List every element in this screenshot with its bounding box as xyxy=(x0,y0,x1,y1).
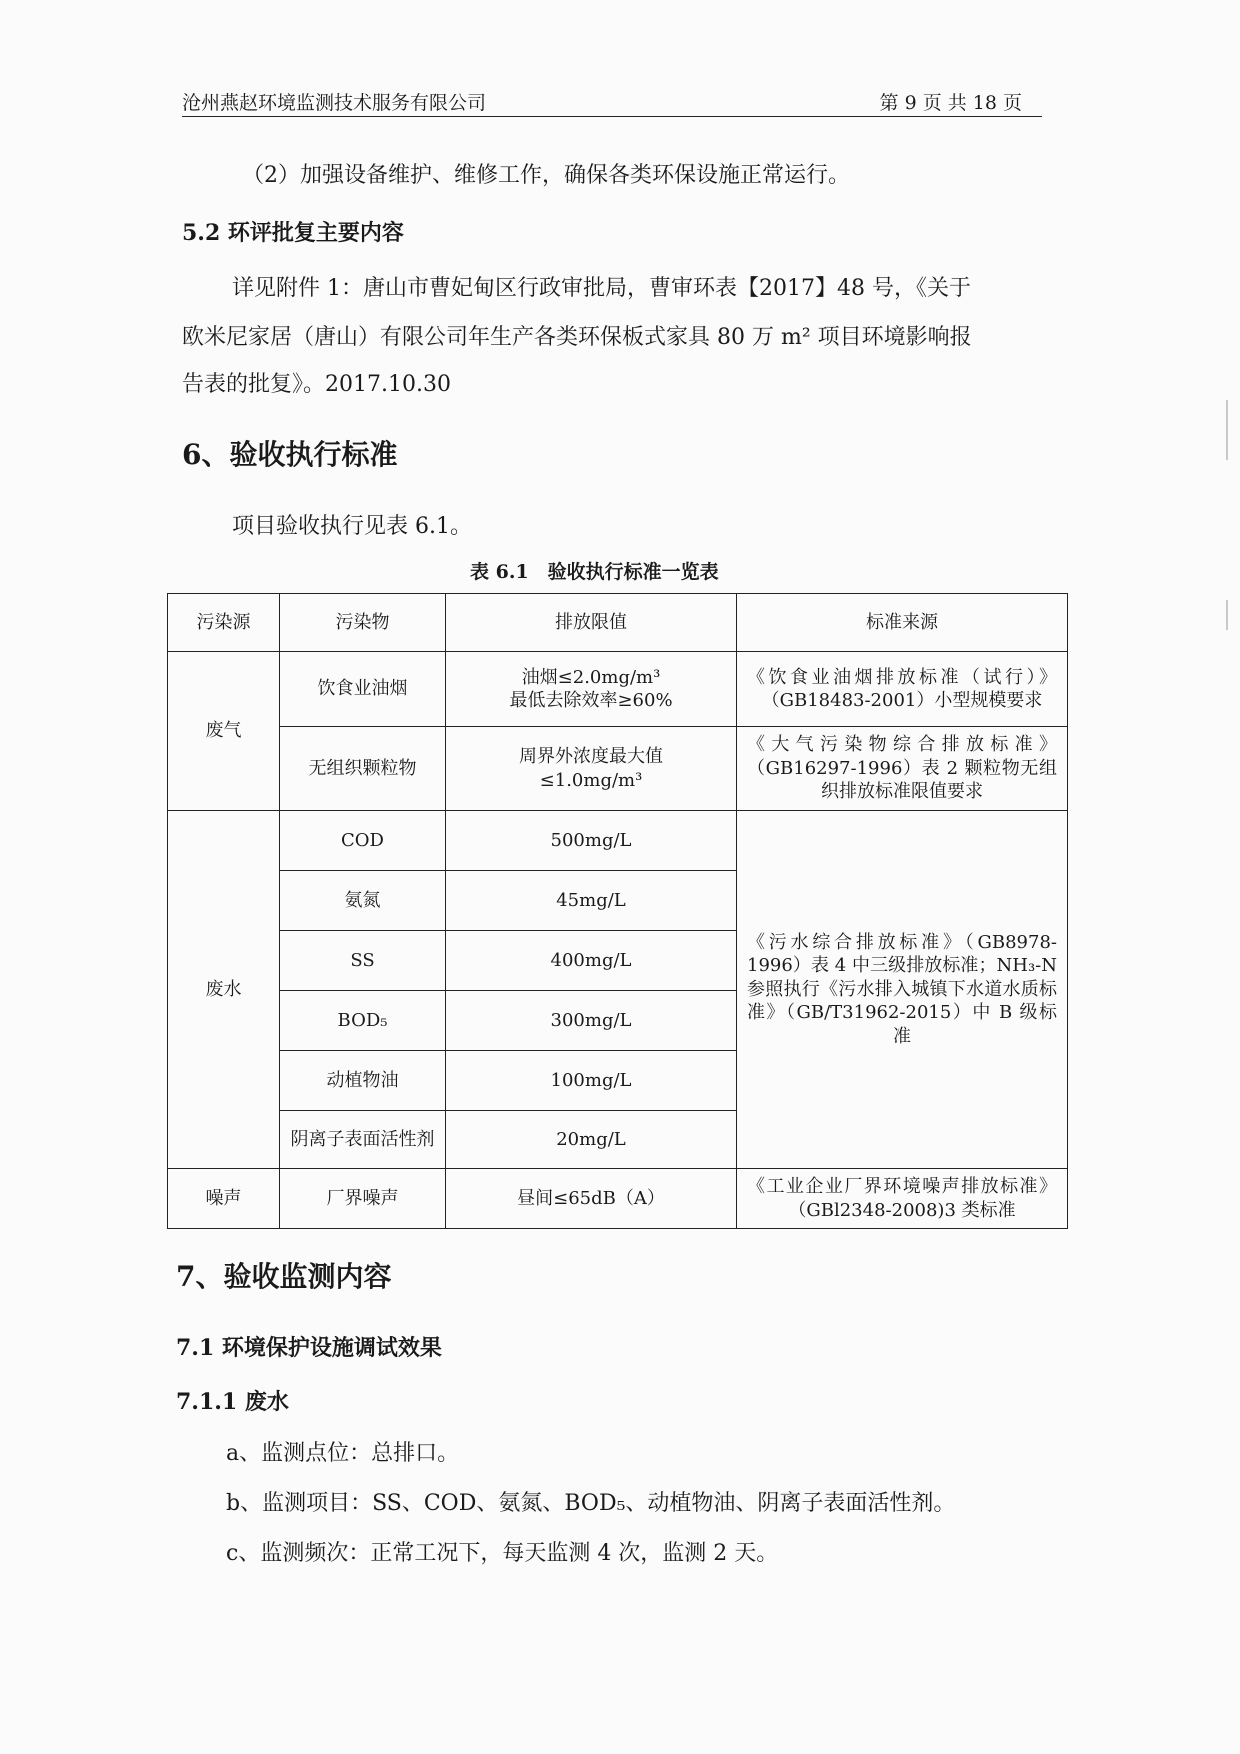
source-cell: 废气 xyxy=(168,652,280,811)
approval-text-line3: 告表的批复》。2017.10.30 xyxy=(182,372,451,397)
table-row xyxy=(168,727,1068,811)
limit-cell: 昼间≤65dB（A） xyxy=(446,1169,737,1229)
limit-line: 周界外浓度最大值 xyxy=(519,746,663,768)
limit-cell: 20mg/L xyxy=(446,1111,737,1169)
header-source: 污染源 xyxy=(168,594,280,652)
measure-item-2: （2）加强设备维护、维修工作，确保各类环保设施正常运行。 xyxy=(242,163,850,188)
table-row xyxy=(168,1169,1068,1229)
pollutant-cell: 厂界噪声 xyxy=(280,1169,446,1229)
company-name: 沧州燕赵环境监测技术服务有限公司 xyxy=(182,92,487,114)
section-7-1-heading: 7.1 环境保护设施调试效果 xyxy=(176,1335,442,1361)
limit-cell: 500mg/L xyxy=(446,811,737,871)
list-item-c: c、监测频次：正常工况下，每天监测 4 次，监测 2 天。 xyxy=(226,1541,779,1566)
table-caption: 表 6.1 验收执行标准一览表 xyxy=(470,561,719,583)
pollutant-cell: 动植物油 xyxy=(280,1051,446,1111)
standard-cell: 《污水综合排放标准》（GB8978-1996）表 4 中三级排放标准；NH₃-N 参照执行《污水排入城镇下水道水质标准》（GB/T31962-2015）中 B 级标准 xyxy=(737,811,1068,1169)
standards-table xyxy=(167,593,1068,1229)
limit-cell xyxy=(446,652,737,727)
pollutant-cell: BOD₅ xyxy=(280,991,446,1051)
scan-edge-mark xyxy=(1226,600,1228,630)
limit-line: ≤1.0mg/m³ xyxy=(539,769,643,791)
source-cell: 废水 xyxy=(168,811,280,1169)
list-item-b: b、监测项目：SS、COD、氨氮、BOD₅、动植物油、阴离子表面活性剂。 xyxy=(226,1491,956,1516)
approval-text-line2: 欧米尼家居（唐山）有限公司年生产各类环保板式家具 80 万 m² 项目环境影响报 xyxy=(182,325,972,350)
pollutant-cell: 饮食业油烟 xyxy=(280,652,446,727)
source-cell: 噪声 xyxy=(168,1169,280,1229)
limit-cell: 300mg/L xyxy=(446,991,737,1051)
pollutant-cell: SS xyxy=(280,931,446,991)
list-item-a: a、监测点位：总排口。 xyxy=(226,1441,460,1466)
pollutant-cell: 无组织颗粒物 xyxy=(280,727,446,811)
limit-cell: 45mg/L xyxy=(446,871,737,931)
pollutant-cell: 阴离子表面活性剂 xyxy=(280,1111,446,1169)
section-5-2-heading: 5.2 环评批复主要内容 xyxy=(182,220,404,246)
limit-line: 最低去除效率≥60% xyxy=(509,690,673,711)
limit-cell xyxy=(446,727,737,811)
section-7-1-1-heading: 7.1.1 废水 xyxy=(176,1389,289,1415)
table-row xyxy=(168,652,1068,727)
limit-cell: 100mg/L xyxy=(446,1051,737,1111)
section-6-heading: 6、验收执行标准 xyxy=(182,438,398,471)
header-standard: 标准来源 xyxy=(737,594,1068,652)
scan-edge-mark xyxy=(1226,400,1228,460)
page-header xyxy=(182,84,1042,117)
table-header-row xyxy=(168,594,1068,652)
standard-cell: 《大气污染物综合排放标准》（GB16297-1996）表 2 颗粒物无组织排放标准限值要求 xyxy=(737,727,1068,811)
header-limit: 排放限值 xyxy=(446,594,737,652)
header-pollutant: 污染物 xyxy=(280,594,446,652)
limit-line: 油烟≤2.0mg/m³ xyxy=(521,666,661,688)
section-7-heading: 7、验收监测内容 xyxy=(176,1260,392,1293)
approval-text-line1: 详见附件 1：唐山市曹妃甸区行政审批局，曹审环表【2017】48 号，《关于 xyxy=(232,276,971,301)
limit-cell: 400mg/L xyxy=(446,931,737,991)
page-number: 第 9 页 共 18 页 xyxy=(879,92,1022,114)
standard-cell: 《饮食业油烟排放标准（试行）》（GB18483-2001）小型规模要求 xyxy=(737,652,1068,727)
table-row xyxy=(168,811,1068,871)
pollutant-cell: COD xyxy=(280,811,446,871)
pollutant-cell: 氨氮 xyxy=(280,871,446,931)
section-6-intro: 项目验收执行见表 6.1。 xyxy=(232,514,472,539)
standard-cell: 《工业企业厂界环境噪声排放标准》（GBl2348-2008)3 类标准 xyxy=(737,1169,1068,1229)
